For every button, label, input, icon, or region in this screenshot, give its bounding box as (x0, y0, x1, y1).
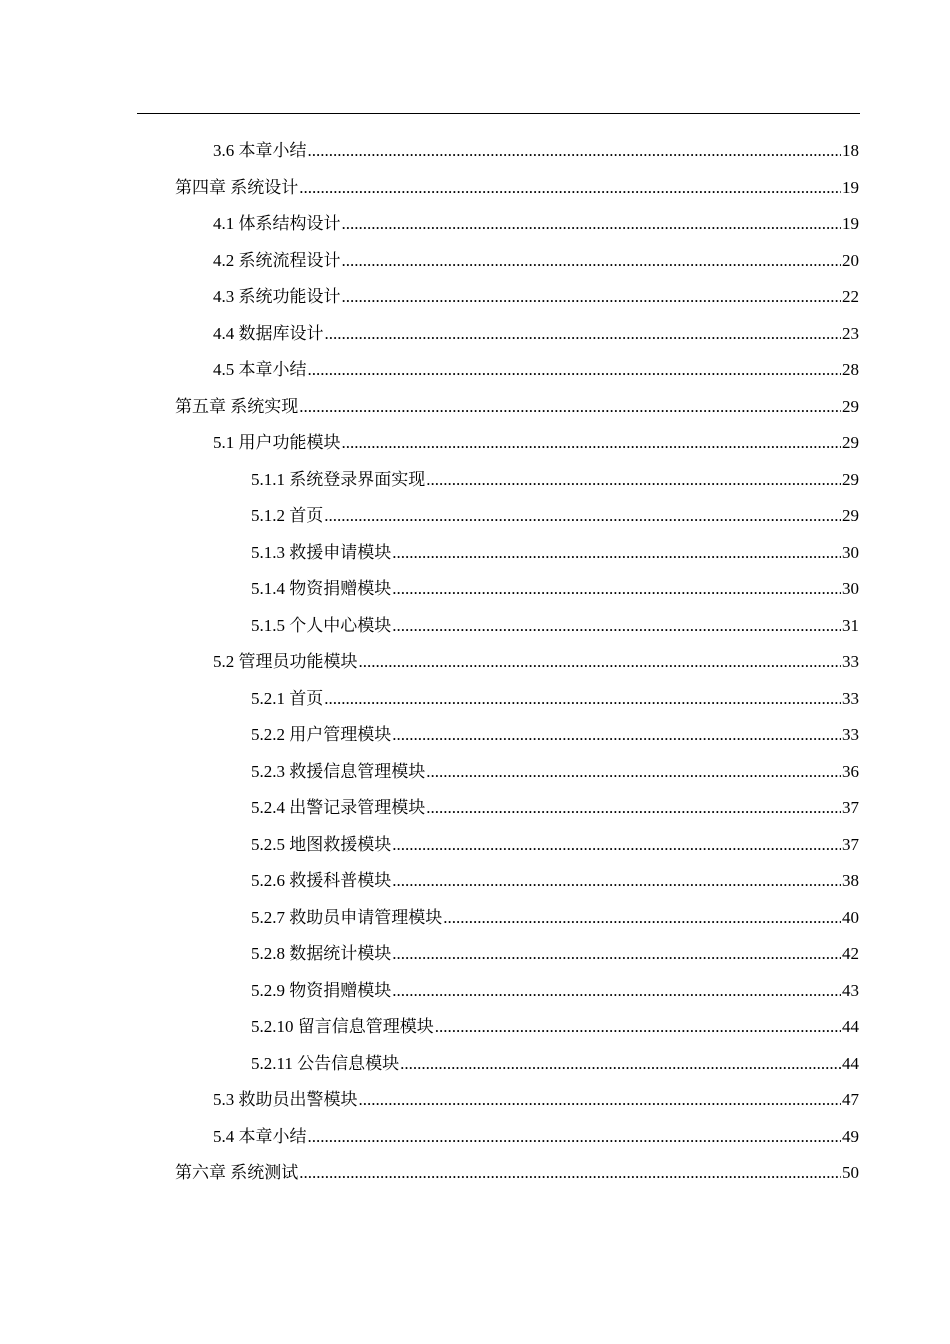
toc-entry-page-number: 37 (842, 834, 859, 854)
toc-entry-page-number: 23 (842, 323, 859, 343)
toc-entry-title: 4.2 系统流程设计 (213, 250, 341, 270)
toc-leader-dots (392, 863, 841, 899)
toc-entry[interactable] (213, 279, 859, 315)
toc-entry[interactable] (251, 863, 859, 899)
toc-leader-dots (299, 389, 841, 425)
toc-entry[interactable] (251, 973, 859, 1009)
toc-entry[interactable] (251, 717, 859, 753)
toc-leader-dots (308, 352, 842, 388)
toc-entry-title: 5.1.1 系统登录界面实现 (251, 469, 426, 489)
toc-entry[interactable] (251, 827, 859, 863)
toc-entry-page-number: 29 (842, 469, 859, 489)
toc-entry[interactable] (251, 1009, 859, 1045)
toc-entry-title: 4.4 数据库设计 (213, 323, 324, 343)
toc-entry-page-number: 20 (842, 250, 859, 270)
toc-entry[interactable] (251, 571, 859, 607)
toc-entry-page-number: 47 (842, 1090, 859, 1109)
toc-leader-dots (342, 279, 842, 315)
toc-leader-dots (392, 608, 841, 644)
toc-entry-title: 5.2.10 留言信息管理模块 (251, 1017, 434, 1036)
toc-entry-page-number: 33 (842, 725, 859, 744)
toc-leader-dots (359, 1082, 842, 1118)
toc-leader-dots (392, 717, 841, 753)
toc-entry-page-number: 28 (842, 360, 859, 379)
toc-leader-dots (392, 936, 841, 972)
toc-entry-page-number: 18 (842, 141, 859, 160)
toc-entry[interactable] (213, 1082, 859, 1118)
toc-leader-dots (435, 1009, 841, 1045)
toc-leader-dots (392, 827, 841, 863)
toc-entry-title: 4.3 系统功能设计 (213, 287, 341, 306)
toc-entry-page-number: 43 (842, 980, 859, 1000)
toc-entry-title: 4.1 体系结构设计 (213, 214, 341, 233)
toc-leader-dots (308, 1119, 842, 1155)
toc-entry-title: 5.2.2 用户管理模块 (251, 725, 392, 744)
toc-entry[interactable] (213, 133, 859, 169)
toc-entry[interactable] (251, 498, 859, 534)
toc-entry-title: 5.2 管理员功能模块 (213, 652, 358, 671)
toc-entry[interactable] (213, 316, 859, 352)
toc-entry[interactable] (175, 389, 859, 425)
toc-entry-page-number: 50 (842, 1163, 859, 1182)
toc-leader-dots (342, 243, 842, 279)
toc-leader-dots (299, 1155, 841, 1191)
toc-leader-dots (359, 644, 842, 680)
toc-entry-title: 5.2.6 救援科普模块 (251, 871, 392, 890)
toc-entry-page-number: 44 (842, 1017, 859, 1036)
toc-entry[interactable] (213, 425, 859, 461)
toc-leader-dots (392, 571, 841, 607)
toc-entry[interactable] (251, 900, 859, 936)
toc-entry-title: 5.2.8 数据统计模块 (251, 944, 392, 963)
toc-entry[interactable] (251, 754, 859, 790)
toc-entry-title: 5.1.3 救援申请模块 (251, 542, 392, 562)
toc-entry-page-number: 29 (842, 433, 859, 452)
toc-entry[interactable] (213, 644, 859, 680)
toc-entry-title: 5.1.4 物资捐赠模块 (251, 579, 392, 598)
toc-entry[interactable] (213, 206, 859, 242)
toc-entry-title: 5.2.3 救援信息管理模块 (251, 761, 426, 781)
toc-entry-page-number: 33 (842, 652, 859, 671)
toc-leader-dots (308, 133, 842, 169)
toc-entry-title: 3.6 本章小结 (213, 141, 307, 160)
header-rule (137, 113, 860, 114)
toc-entry-title: 4.5 本章小结 (213, 360, 307, 379)
toc-entry[interactable] (175, 1155, 859, 1191)
toc-entry-page-number: 38 (842, 871, 859, 890)
toc-entry-page-number: 40 (842, 907, 859, 927)
toc-entry-title: 第五章 系统实现 (175, 396, 299, 416)
toc-leader-dots (342, 206, 842, 242)
toc-entry-page-number: 29 (842, 396, 859, 416)
toc-entry-title: 5.2.7 救助员申请管理模块 (251, 907, 443, 927)
toc-leader-dots (392, 973, 841, 1009)
toc-leader-dots (342, 425, 842, 461)
toc-leader-dots (443, 900, 841, 936)
toc-leader-dots (324, 498, 841, 534)
toc-entry-title: 5.1.5 个人中心模块 (251, 615, 392, 635)
toc-entry-title: 5.2.11 公告信息模块 (251, 1053, 400, 1073)
toc-leader-dots (299, 170, 841, 206)
toc-entry-title: 5.2.1 首页 (251, 688, 324, 708)
toc-entry-page-number: 36 (842, 761, 859, 781)
toc-entry-title: 5.3 救助员出警模块 (213, 1090, 358, 1109)
toc-entry[interactable] (251, 681, 859, 717)
toc-entry[interactable] (251, 1046, 859, 1082)
toc-entry-page-number: 42 (842, 944, 859, 963)
toc-entry-title: 5.2.4 出警记录管理模块 (251, 798, 426, 817)
toc-leader-dots (426, 790, 841, 826)
toc-entry[interactable] (213, 243, 859, 279)
toc-leader-dots (426, 754, 841, 790)
toc-entry-page-number: 44 (842, 1053, 859, 1073)
toc-entry-title: 第四章 系统设计 (175, 177, 299, 197)
toc-entry-title: 5.4 本章小结 (213, 1126, 307, 1146)
toc-leader-dots (392, 535, 841, 571)
toc-entry-title: 5.2.9 物资捐赠模块 (251, 980, 392, 1000)
toc-entry[interactable] (251, 790, 859, 826)
toc-entry[interactable] (175, 170, 859, 206)
toc-leader-dots (325, 316, 842, 352)
toc-entry-page-number: 19 (842, 214, 859, 233)
toc-entry[interactable] (213, 1119, 859, 1155)
toc-entry-page-number: 30 (842, 542, 859, 562)
toc-entry[interactable] (213, 352, 859, 388)
toc-entry-page-number: 30 (842, 579, 859, 598)
toc-entry-page-number: 49 (842, 1126, 859, 1146)
toc-entry-page-number: 29 (842, 506, 859, 525)
toc-entry-page-number: 37 (842, 798, 859, 817)
toc-entry[interactable] (251, 462, 859, 498)
toc-entry-page-number: 33 (842, 688, 859, 708)
toc-entry[interactable] (251, 535, 859, 571)
toc-leader-dots (324, 681, 841, 717)
toc-entry-title: 5.1 用户功能模块 (213, 433, 341, 452)
toc-entry-title: 第六章 系统测试 (175, 1163, 299, 1182)
toc-entry-page-number: 31 (842, 615, 859, 635)
toc-leader-dots (400, 1046, 841, 1082)
toc-entry[interactable] (251, 608, 859, 644)
toc-entry-title: 5.2.5 地图救援模块 (251, 834, 392, 854)
toc-entry[interactable] (251, 936, 859, 972)
toc-entry-page-number: 22 (842, 287, 859, 306)
toc-entry-page-number: 19 (842, 177, 859, 197)
toc-entry-title: 5.1.2 首页 (251, 506, 324, 525)
toc-leader-dots (426, 462, 841, 498)
